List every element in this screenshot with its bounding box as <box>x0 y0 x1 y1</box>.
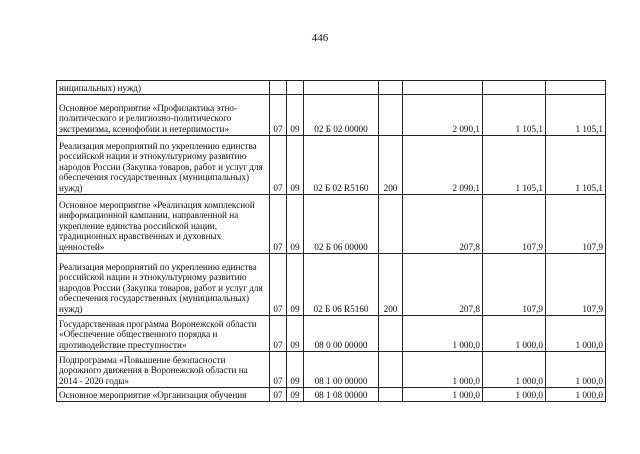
amount-cell: 1 105,1 <box>483 95 546 136</box>
amount-cell: 207,8 <box>403 254 483 316</box>
section-code-cell: 07 <box>270 195 287 254</box>
amount-cell: 107,9 <box>483 254 546 316</box>
row-name-cell: ниципальных) нужд) <box>57 81 270 95</box>
expense-type-cell <box>379 388 403 402</box>
page-number: 446 <box>311 32 329 44</box>
subsection-code-cell: 09 <box>287 352 304 388</box>
row-name-cell: Реализация мероприятий по укреплению единства российской нации и этнокультурному развитию народов России (Закупка товаров, работ и услуг для обеспечения государственных (муниципальных) нужд) <box>57 136 270 195</box>
section-code-cell: 07 <box>270 388 287 402</box>
amount-cell: 1 000,0 <box>403 316 483 352</box>
amount-cell: 1 000,0 <box>483 388 546 402</box>
target-article-cell: 08 1 08 00000 <box>304 388 379 402</box>
expense-type-cell <box>379 95 403 136</box>
amount-cell <box>546 81 606 95</box>
subsection-code-cell: 09 <box>287 254 304 316</box>
table-row <box>57 136 606 195</box>
section-code-cell: 07 <box>270 95 287 136</box>
amount-cell: 2 090,1 <box>403 95 483 136</box>
section-code-cell: 07 <box>270 352 287 388</box>
table-row <box>57 352 606 388</box>
amount-cell: 2 090,1 <box>403 136 483 195</box>
subsection-code-cell: 09 <box>287 95 304 136</box>
amount-cell: 107,9 <box>546 254 606 316</box>
amount-cell: 107,9 <box>546 195 606 254</box>
row-name-cell: Основное мероприятие «Профилактика этно-политического и религиозно-политического экстремизма, ксенофобии и нетерпимости» <box>57 95 270 136</box>
amount-cell: 1 000,0 <box>546 388 606 402</box>
target-article-cell: 02 Б 02 00000 <box>304 95 379 136</box>
row-name-cell: Основное мероприятие «Реализация комплексной информационной кампании, направленной на укрепление единства российской нации, традиционных нравственных и духовных ценностей» <box>57 195 270 254</box>
section-code-cell: 07 <box>270 254 287 316</box>
subsection-code-cell <box>287 81 304 95</box>
row-name-cell: Государственная программа Воронежской области «Обеспечение общественного порядка и противодействие преступности» <box>57 316 270 352</box>
target-article-cell: 02 Б 06 R5160 <box>304 254 379 316</box>
budget-table <box>56 80 606 402</box>
amount-cell: 1 000,0 <box>483 316 546 352</box>
target-article-cell <box>304 81 379 95</box>
table-row <box>57 254 606 316</box>
table-row <box>57 95 606 136</box>
target-article-cell: 02 Б 06 00000 <box>304 195 379 254</box>
section-code-cell <box>270 81 287 95</box>
table-row <box>57 81 606 95</box>
subsection-code-cell: 09 <box>287 195 304 254</box>
expense-type-cell <box>379 81 403 95</box>
subsection-code-cell: 09 <box>287 316 304 352</box>
amount-cell: 1 000,0 <box>483 352 546 388</box>
expense-type-cell: 200 <box>379 254 403 316</box>
row-name-cell: Реализация мероприятий по укреплению единства российской нации и этнокультурному развитию народов России (Закупка товаров, работ и услуг для обеспечения государственных (муниципальных) нужд) <box>57 254 270 316</box>
target-article-cell: 08 0 00 00000 <box>304 316 379 352</box>
table-row <box>57 316 606 352</box>
expense-type-cell <box>379 195 403 254</box>
amount-cell: 1 000,0 <box>546 316 606 352</box>
amount-cell: 107,9 <box>483 195 546 254</box>
target-article-cell: 02 Б 02 R5160 <box>304 136 379 195</box>
expense-type-cell <box>379 352 403 388</box>
amount-cell: 1 000,0 <box>403 352 483 388</box>
subsection-code-cell: 09 <box>287 136 304 195</box>
amount-cell: 1 000,0 <box>546 352 606 388</box>
amount-cell: 1 105,1 <box>546 95 606 136</box>
expense-type-cell: 200 <box>379 136 403 195</box>
target-article-cell: 08 1 00 00000 <box>304 352 379 388</box>
amount-cell <box>483 81 546 95</box>
table-row <box>57 388 606 402</box>
section-code-cell: 07 <box>270 136 287 195</box>
amount-cell: 1 105,1 <box>546 136 606 195</box>
row-name-cell: Основное мероприятие «Организация обучения <box>57 388 270 402</box>
expense-type-cell <box>379 316 403 352</box>
section-code-cell: 07 <box>270 316 287 352</box>
amount-cell: 207,8 <box>403 195 483 254</box>
table-row <box>57 195 606 254</box>
amount-cell <box>403 81 483 95</box>
subsection-code-cell: 09 <box>287 388 304 402</box>
amount-cell: 1 105,1 <box>483 136 546 195</box>
amount-cell: 1 000,0 <box>403 388 483 402</box>
row-name-cell: Подпрограмма «Повышение безопасности дорожного движения в Воронежской области на 2014 - 2020 годы» <box>57 352 270 388</box>
